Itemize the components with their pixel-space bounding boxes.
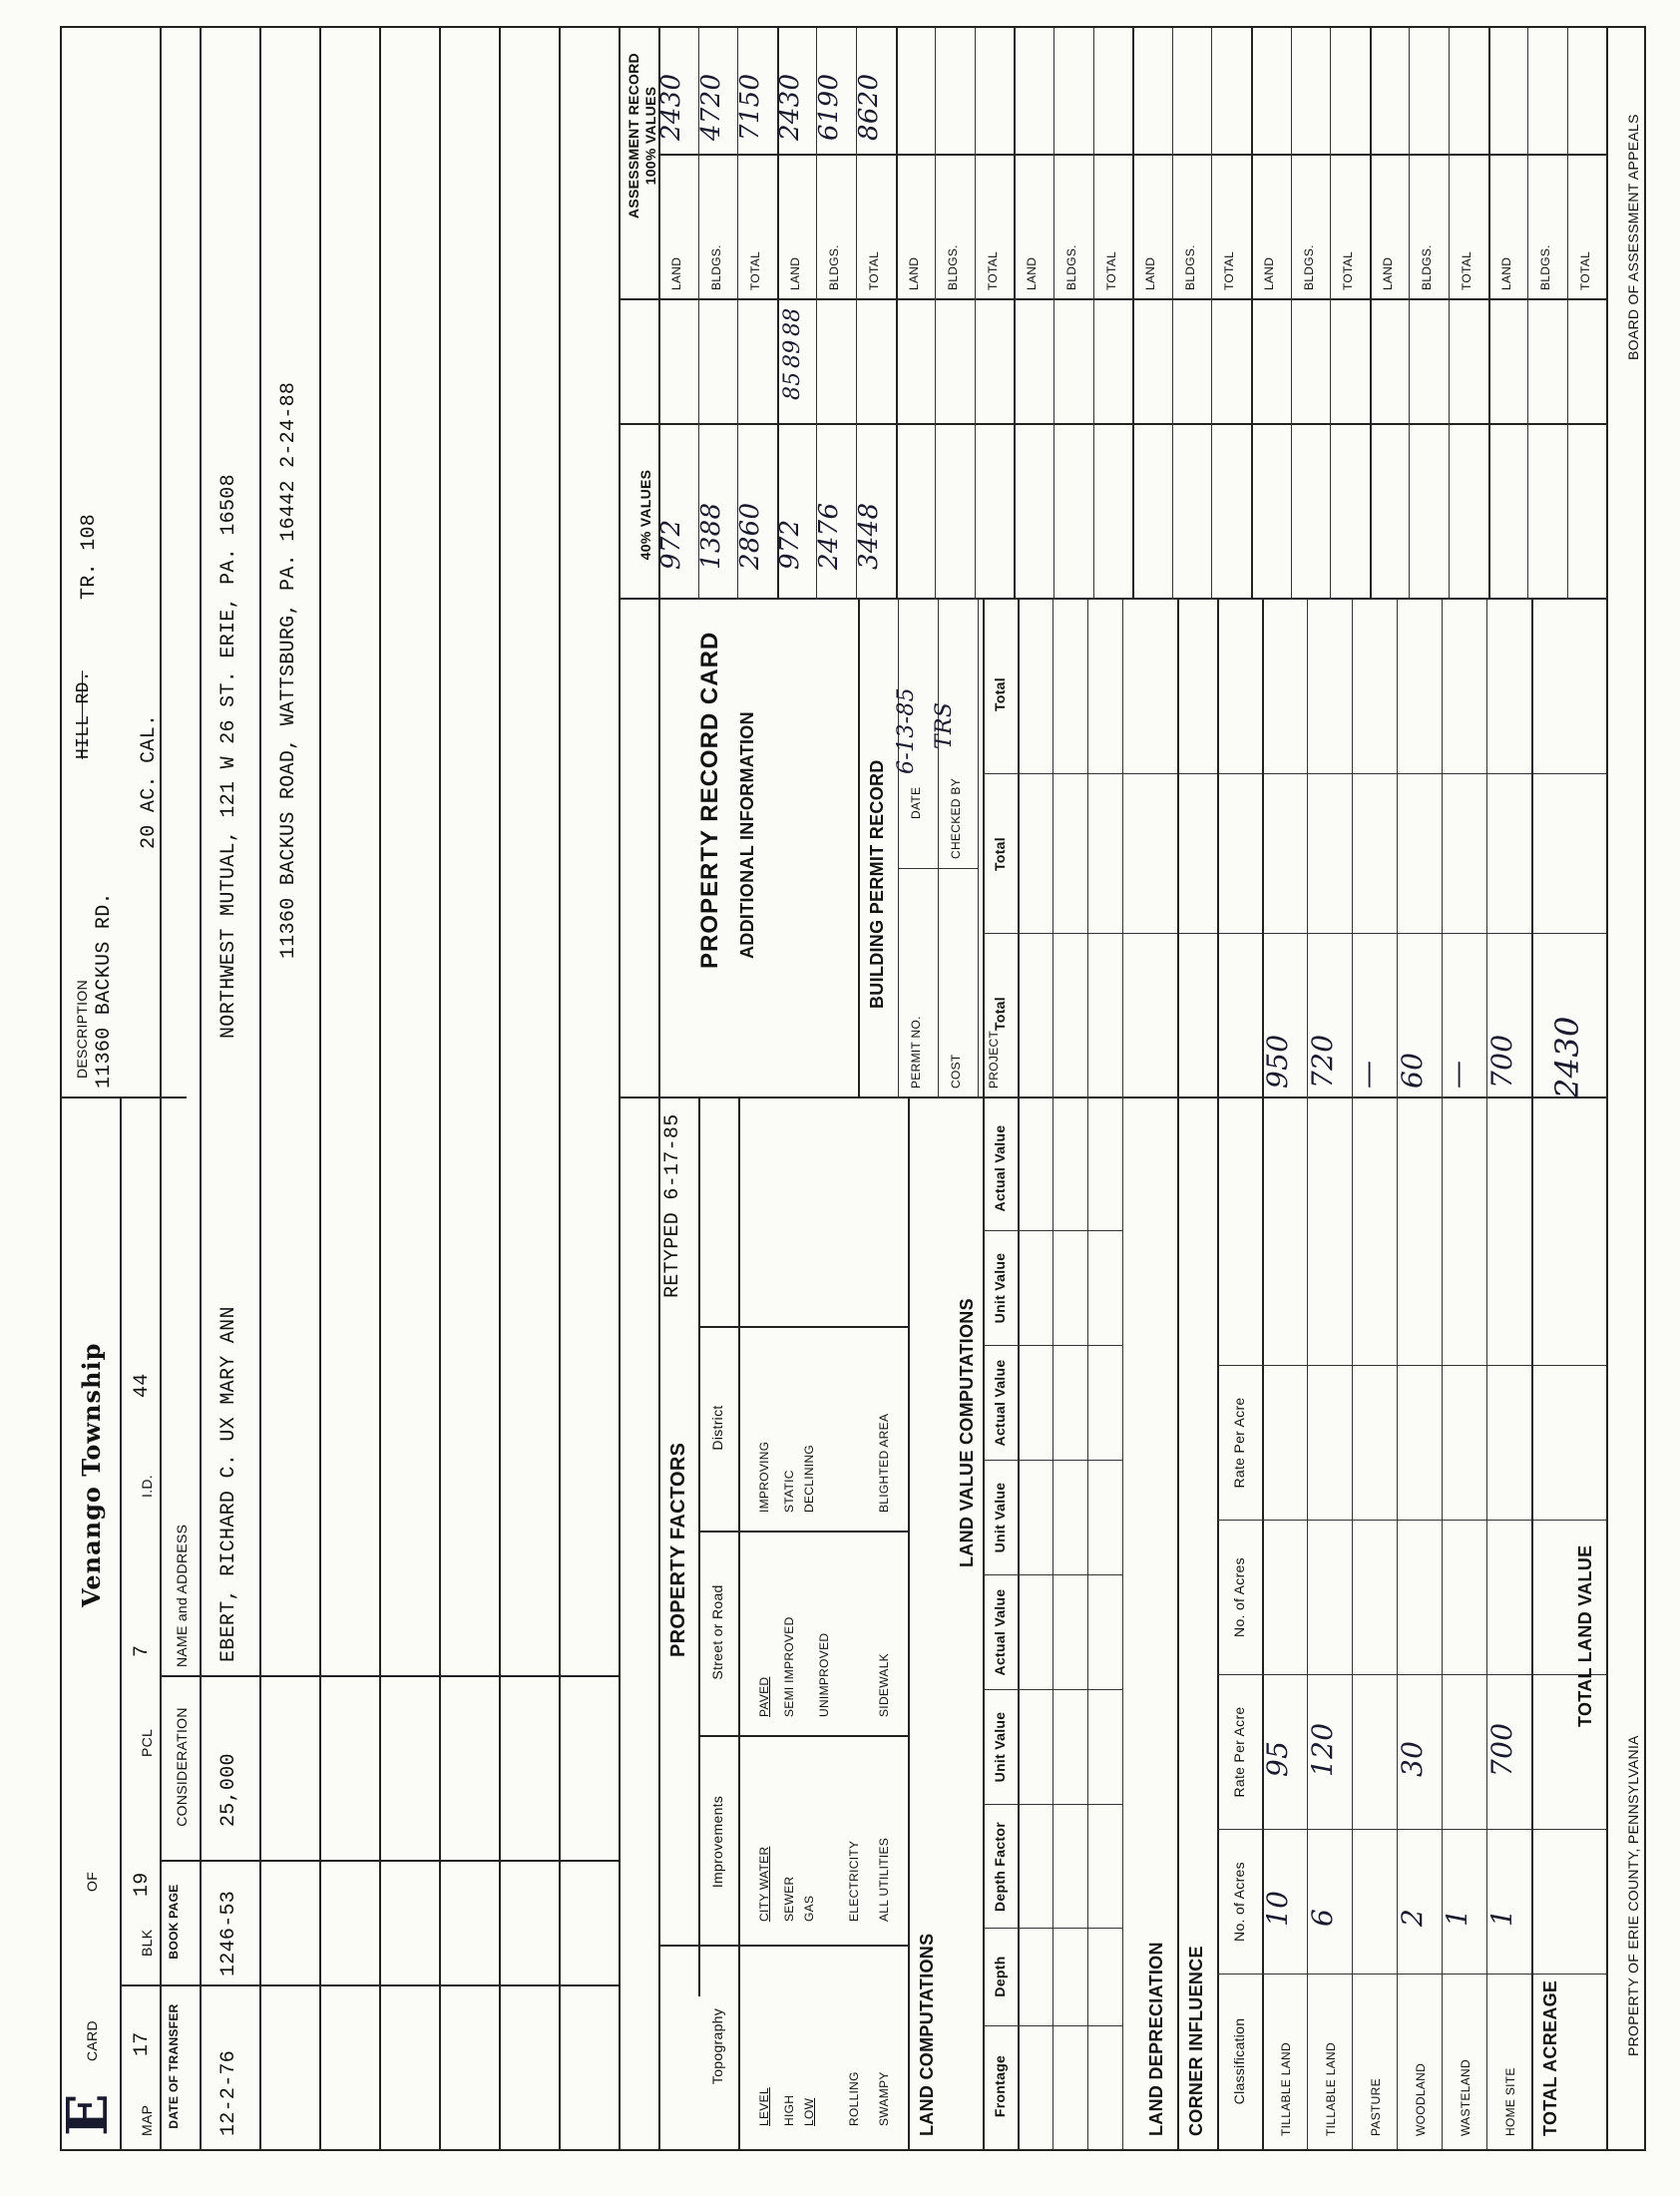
total-acreage-label: TOTAL ACREAGE [1540,1979,1560,2136]
forty-value: 972 [774,519,805,570]
footer-right: BOARD OF ASSESSMENT APPEALS [1625,114,1641,360]
lvc-row-3 [1122,600,1123,2149]
acre-total: — [1441,1060,1473,1089]
tx-row-4 [439,28,441,2149]
center-divider-left [619,1097,1606,1098]
lvc-top [983,600,985,2149]
township-title: Venango Township [77,1342,106,1607]
pf-col-3 [698,1531,908,1533]
hundred-value: 7150 [735,73,766,141]
transfer-mortgage: NORTHWEST MUTUAL, 121 W 26 ST. ERIE, PA. 16508 [217,474,240,1039]
assess-label: LAND [1025,256,1040,290]
acre-total: 60 [1396,1052,1429,1089]
assess-row-rule [1409,28,1410,600]
hundred-value: 2430 [656,73,686,141]
header-rule-1 [120,1098,122,2149]
tx-row-6 [559,28,561,2149]
permit-top [858,600,860,1098]
assess-label: LAND [1262,256,1276,290]
date-value: 6-13-85 [894,687,919,774]
assess-label: LAND [906,256,921,290]
tx-row-1 [259,28,261,2149]
assessment-subtitle: 100% VALUES [642,86,658,186]
assess-v2 [619,298,1606,300]
assess-row-rule [1449,28,1450,600]
transfer-date: 12-2-76 [217,2049,240,2136]
street-paved: PAVED [757,1676,771,1717]
acre-total: 700 [1485,1034,1518,1089]
total-land-value-amount: 2430 [1548,1016,1586,1098]
assess-label: TOTAL [1222,250,1237,290]
additional-info-title: ADDITIONAL INFORMATION [737,711,757,959]
acre-classification: WOODLAND [1414,2062,1428,2136]
assess-row-rule [1132,28,1134,600]
assess-label: BLDGS. [1538,244,1553,290]
building-permit-title: BUILDING PERMIT RECORD [867,759,887,1009]
permit-row-2 [938,600,939,1098]
transfer-header-bottom [200,28,202,2149]
assess-label: BLDGS. [1301,244,1316,290]
total-land-value-label: TOTAL LAND VALUE [1575,1544,1595,1727]
pf-col-4 [698,1326,908,1328]
land-depreciation-title: LAND DEPRECIATION [1146,1942,1166,2136]
of-label: OF [84,1871,100,1892]
acre-total: — [1351,1060,1384,1089]
pf-head-district: District [709,1405,725,1451]
pcl-label: PCL [139,1728,155,1757]
imp-all-utilities: ALL UTILITIES [877,1837,891,1922]
card-label: CARD [84,2020,100,2061]
acre-rate: 30 [1396,1740,1429,1777]
year-mark: 85 [779,371,805,400]
assess-label: BLDGS. [1064,244,1078,290]
acre-count: 1 [1441,1908,1473,1927]
assess-row-rule [935,28,936,600]
retyped-note: RETYPED 6-17-85 [661,1113,684,1298]
tx-col-2 [160,1860,619,1862]
imp-city-water: CITY WATER [757,1846,771,1922]
assess-label: TOTAL [1103,250,1118,290]
hundred-value: 6190 [814,73,845,141]
acre-count: 2 [1396,1908,1429,1927]
checked-label: CHECKED BY [949,777,963,859]
record-card-title: PROPERTY RECORD CARD [696,631,723,969]
acre-rate: 120 [1306,1722,1339,1777]
acre-classification: PASTURE [1369,2078,1383,2136]
assess-label: TOTAL [1577,250,1592,290]
acre-v2 [1217,1829,1606,1830]
footer-left: PROPERTY OF ERIE COUNTY, PENNSYLVANIA [1625,1735,1641,2056]
topo-high: HIGH [782,2094,796,2126]
col-name-address: NAME and ADDRESS [174,1524,190,1667]
assess-row-rule [975,28,976,600]
date-label: DATE [909,786,923,819]
id-label: I.D. [139,1475,155,1498]
description-label: DESCRIPTION [74,980,90,1079]
description-alt: HILL RD. [74,670,94,759]
assess-row-rule [1053,28,1054,600]
topo-rolling: ROLLING [847,2071,861,2126]
assess-row-rule [1211,28,1212,600]
pcl-value: 7 [131,1644,154,1657]
description-tract: TR. 108 [78,513,101,600]
transfer-address: 11360 BACKUS ROAD, WATTSBURG, PA. 16442 2-24-88 [277,381,300,959]
assess-v1 [619,423,1606,425]
transfer-book-page: 1246-53 [217,1890,240,1976]
assess-row-rule [1606,28,1608,600]
lvc-col-unit-3: Unit Value [992,1252,1008,1324]
hundred-value: 4720 [695,73,726,141]
acre-head-rate-1: Rate Per Acre [1231,1706,1247,1798]
lvc-col-unit-1: Unit Value [992,1711,1008,1783]
assess-row-rule [1251,28,1253,600]
assess-row-rule [1093,28,1094,600]
topo-level: LEVEL [757,2087,771,2126]
acre-head-class: Classification [1231,2017,1247,2105]
col-consideration: CONSIDERATION [174,1707,190,1827]
id-value: 44 [131,1373,154,1398]
forty-value: 2476 [814,502,845,570]
pf-col-1 [658,1945,908,1947]
pf-head-street: Street or Road [709,1584,725,1680]
tx-row-3 [379,28,381,2149]
pf-header-rule [698,1098,700,1996]
assess-label: TOTAL [748,250,763,290]
total-acreage-rule [1531,600,1533,2149]
tx-row-5 [499,28,501,2149]
lvc-col-total-3: Total [992,677,1008,711]
acre-count: 6 [1306,1908,1339,1927]
tx-row-7 [619,28,621,2149]
description-line1: 11360 BACKUS RD. [93,892,116,1089]
blk-label: BLK [139,1929,155,1957]
acre-count: 10 [1261,1890,1294,1927]
pf-top [658,28,660,2149]
acre-head-no-2: No. of Acres [1231,1557,1247,1637]
year-mark: 89 [779,339,805,368]
assess-row-rule [896,28,898,600]
assess-row-rule [1370,28,1372,600]
center-divider-right [619,598,1606,600]
assess-label: BLDGS. [1420,244,1435,290]
acre-v5 [1217,1365,1606,1366]
assess-label: TOTAL [1460,250,1473,290]
topo-low: LOW [802,2097,816,2126]
transfer-header-top [160,28,162,2149]
assess-label: TOTAL [1341,250,1356,290]
pf-col-2 [698,1735,908,1737]
assess-label: LAND [787,256,802,290]
assess-label: TOTAL [867,250,881,290]
lvc-col-depth-factor: Depth Factor [992,1822,1008,1912]
district-declining: DECLINING [802,1444,816,1513]
forty-values-title: 40% VALUES [637,469,653,561]
acre-classification: TILLABLE LAND [1279,2042,1293,2136]
assess-label: BLDGS. [1182,244,1197,290]
lvc-col-actual-1: Actual Value [992,1588,1008,1676]
assess-row-rule [1330,28,1331,600]
permit-row-1 [898,600,899,1098]
description-divider [62,1097,187,1098]
acre-total: 720 [1306,1034,1339,1089]
acre-v1 [1217,1974,1606,1975]
lvc-title: LAND VALUE COMPUTATIONS [957,1298,977,1567]
street-sidewalk: SIDEWALK [877,1653,891,1717]
imp-gas: GAS [802,1895,816,1922]
street-semi: SEMI IMPROVED [782,1616,796,1717]
assess-row-rule [1291,28,1292,600]
pf-head-improvements: Improvements [709,1795,725,1889]
tx-col-3 [160,1675,619,1677]
forty-value: 2860 [735,502,766,570]
acre-v3 [1217,1674,1606,1675]
lvc-v10 [983,773,1606,774]
hundred-value: 8620 [854,73,884,141]
assess-label: LAND [1380,256,1395,290]
assess-row-rule [1567,28,1568,600]
land-computations-title: LAND COMPUTATIONS [917,1933,937,2136]
assess-label: LAND [1143,256,1158,290]
lvc-col-depth: Depth [992,1956,1008,1997]
card-letter: E [55,2093,121,2136]
forty-value: 3448 [854,502,884,570]
acre-head-no-1: No. of Acres [1231,1862,1247,1942]
assess-label: LAND [1498,256,1513,290]
district-static: STATIC [782,1470,796,1513]
lvc-head-rule [1018,600,1020,2149]
assess-label: BLDGS. [946,244,961,290]
acre-total: 950 [1261,1034,1294,1089]
acre-classification: TILLABLE LAND [1324,2042,1338,2136]
lvc-row-1 [1052,600,1053,2149]
assess-label: LAND [669,256,683,290]
forty-value: 972 [656,519,686,570]
lvc-col-total-2: Total [992,837,1008,871]
cost-label: COST [949,1054,963,1089]
transfer-consideration: 25,000 [217,1753,240,1827]
permit-row-3 [978,600,979,1098]
forty-value: 1388 [695,502,726,570]
lvc-col-actual-3: Actual Value [992,1124,1008,1212]
lvc-col-unit-2: Unit Value [992,1482,1008,1553]
corner-influence-title: CORNER INFLUENCE [1186,1946,1206,2136]
acre-row-rule [1352,600,1353,2149]
pf-head-topography: Topography [709,2007,725,2085]
acre-head-rate-2: Rate Per Acre [1231,1397,1247,1489]
acre-v4 [1217,1520,1606,1521]
assess-row-rule [1488,28,1490,600]
property-factors-title: PROPERTY FACTORS [667,1442,689,1657]
district-blighted: BLIGHTED AREA [877,1413,891,1513]
topo-swampy: SWAMPY [877,2071,891,2126]
acre-count: 1 [1485,1908,1518,1927]
project-label: PROJECT [987,1030,1001,1089]
col-book-page: BOOK PAGE [167,1884,181,1960]
lvc-row-2 [1087,600,1088,2149]
checked-value: TRS [932,701,957,749]
assess-row-rule [1527,28,1528,600]
assess-row-rule [1014,28,1016,600]
acre-classification: WASTELAND [1459,2059,1472,2136]
acre-classification: HOME SITE [1503,2067,1517,2136]
tx-col-1 [120,1984,619,1986]
pf-sub-rule [738,1098,740,2149]
permit-mid-divider [898,868,978,869]
year-mark: 88 [779,307,805,336]
acre-rate: 700 [1485,1722,1518,1777]
permit-no-label: PERMIT NO. [909,1016,923,1089]
corner-rule [1217,600,1219,2149]
district-improving: IMPROVING [757,1441,771,1513]
map-label: MAP [139,2104,155,2136]
description-line2: 20 AC. CAL. [138,713,161,849]
depr-rule [1177,600,1179,2149]
blk-value: 19 [131,1872,154,1897]
imp-electricity: ELECTRICITY [847,1840,861,1922]
transfer-owner: EBERT, RICHARD C. UX MARY ANN [217,1306,240,1662]
imp-sewer: SEWER [782,1876,796,1922]
assess-label: BLDGS. [827,244,842,290]
street-unimproved: UNIMPROVED [817,1632,831,1717]
lvc-col-total-1: Total [992,997,1008,1031]
land-comp-top [908,1098,910,2149]
acre-rate: 95 [1261,1740,1294,1777]
col-date-transfer: DATE OF TRANSFER [167,2003,181,2129]
assess-label: TOTAL [985,250,1000,290]
lvc-col-frontage: Frontage [992,2054,1008,2118]
map-value: 17 [131,2031,154,2056]
lvc-v9 [983,933,1606,934]
hundred-value: 2430 [774,73,805,141]
lvc-col-actual-2: Actual Value [992,1359,1008,1447]
assess-row-rule [1172,28,1173,600]
assess-label: BLDGS. [708,244,723,290]
assessment-title: ASSESSMENT RECORD [626,52,641,220]
tx-row-2 [319,28,321,2149]
